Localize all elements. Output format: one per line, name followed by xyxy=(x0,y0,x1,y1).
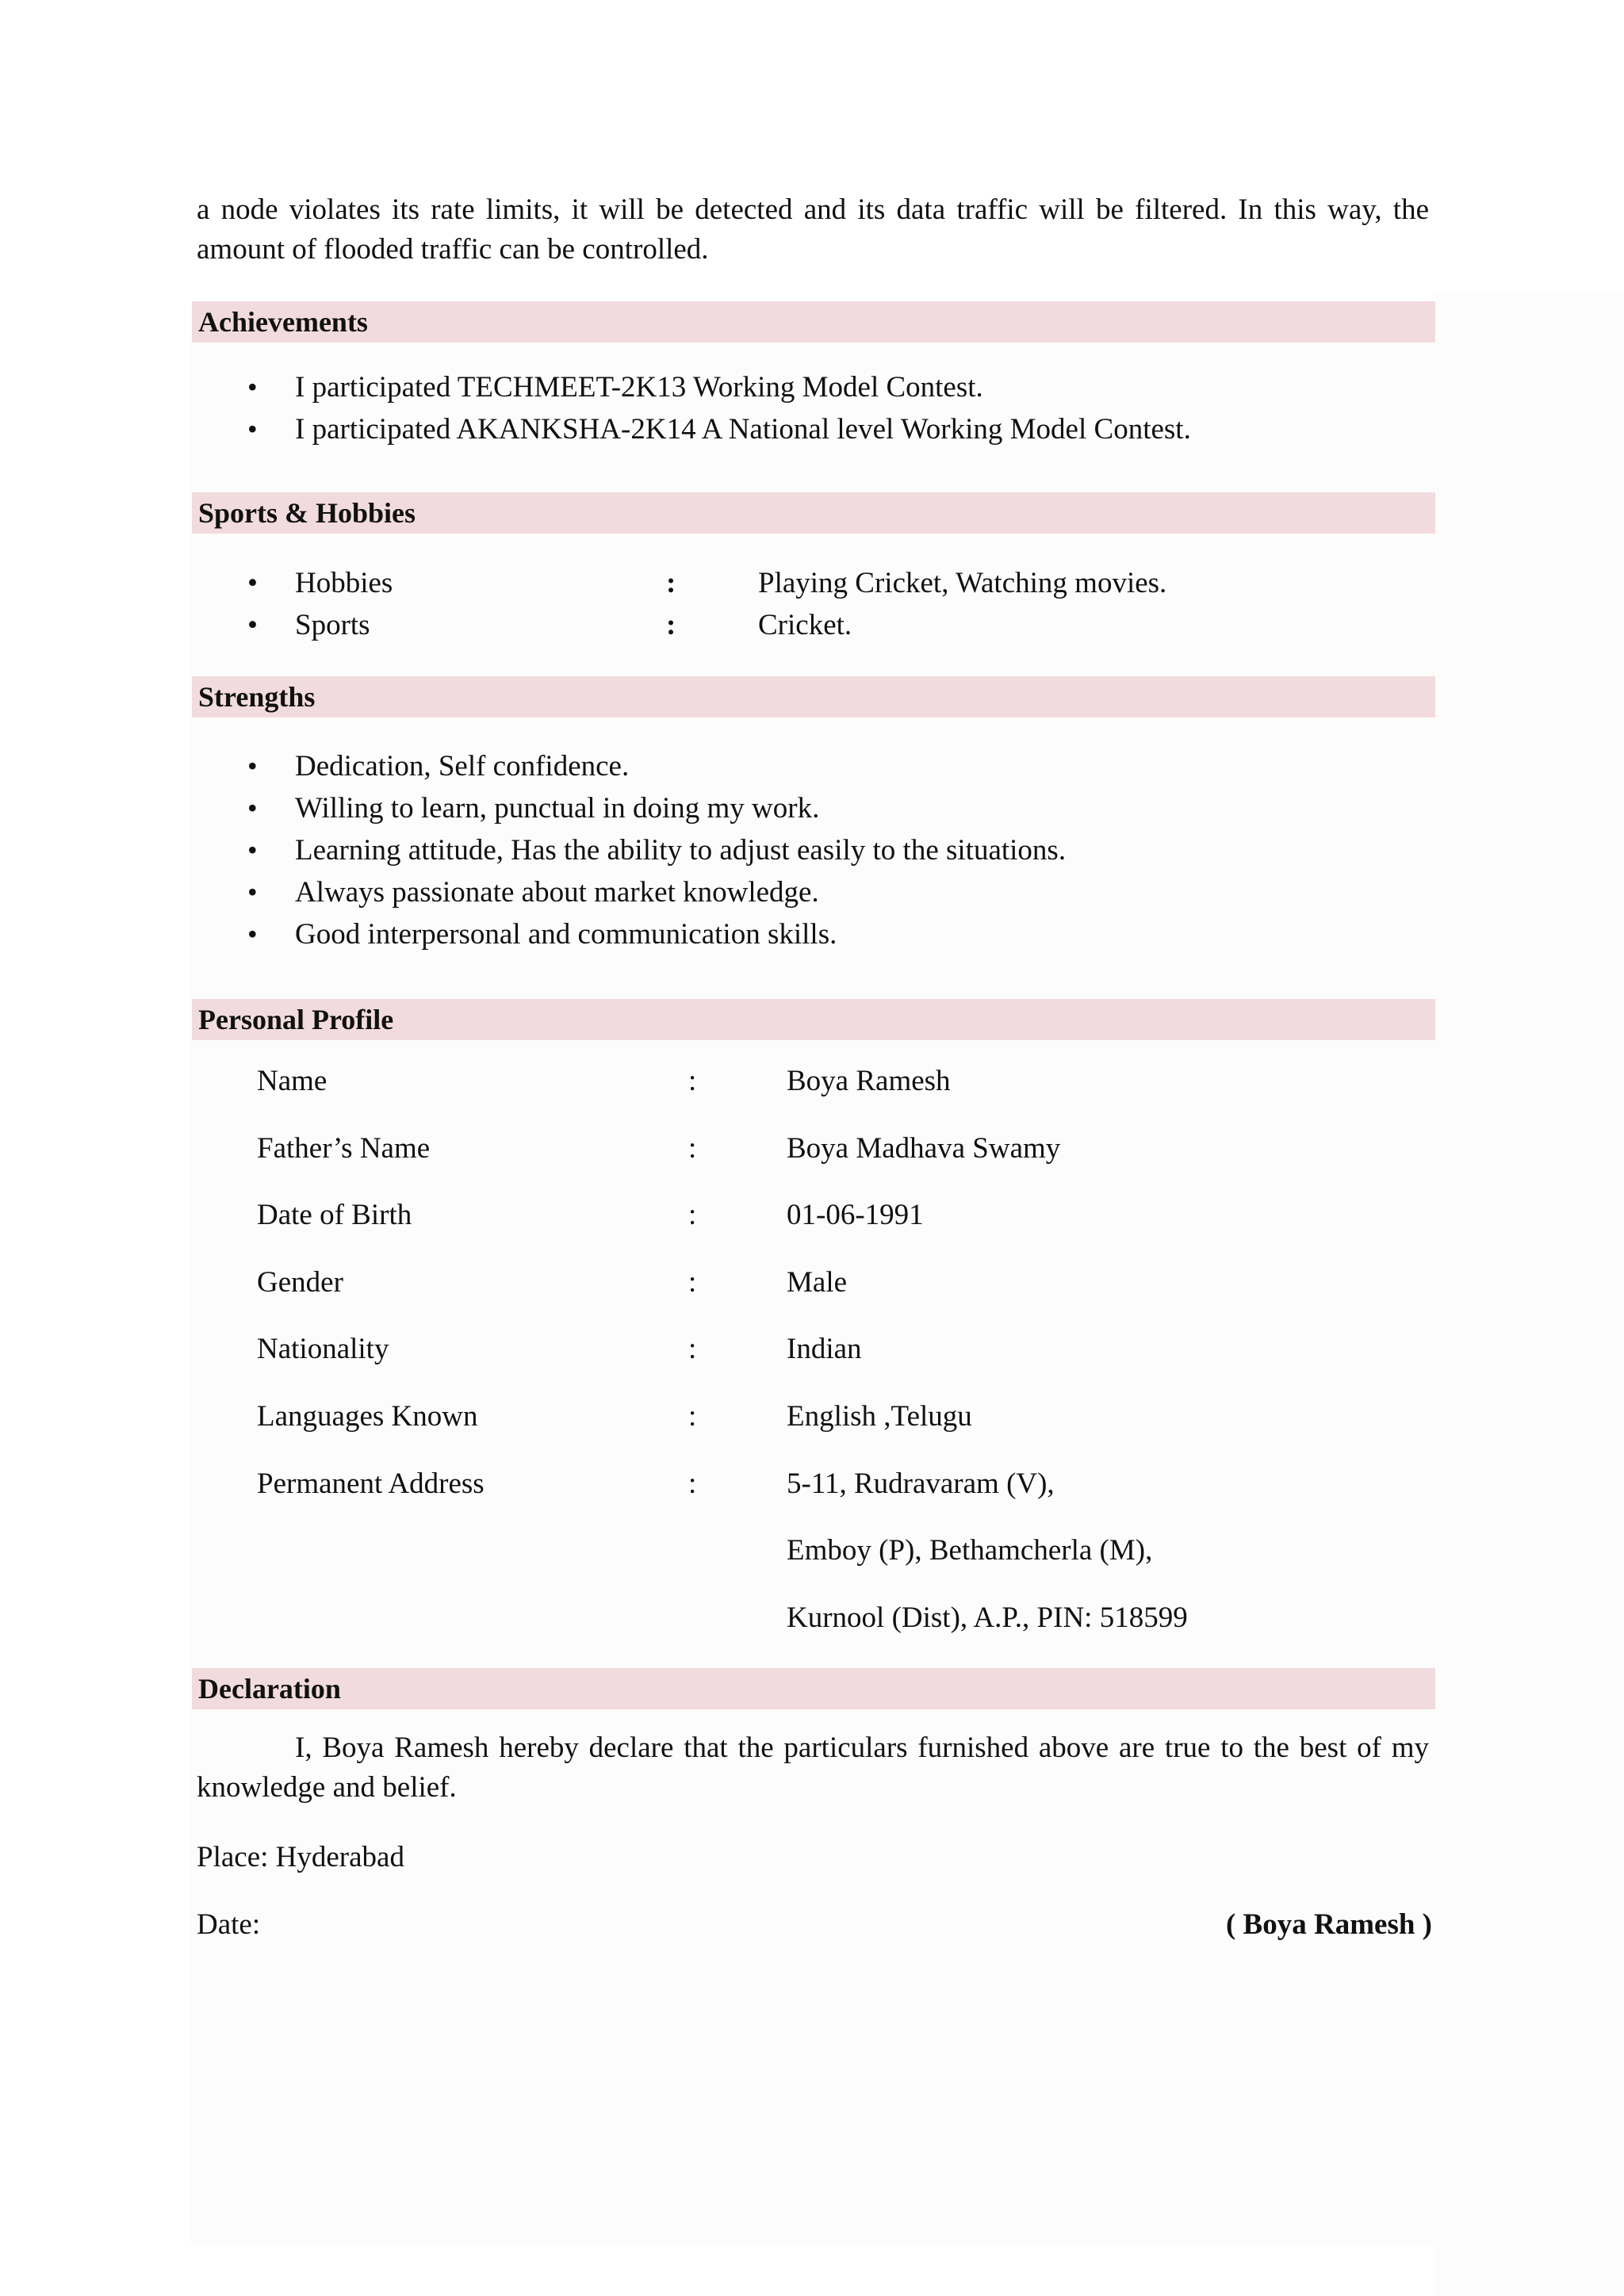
section-header-declaration: Declaration xyxy=(192,1668,1435,1709)
field-label: Languages Known xyxy=(257,1399,478,1433)
field-label: Father’s Name xyxy=(257,1131,431,1165)
table-row xyxy=(197,1517,1429,1585)
separator-colon: : xyxy=(666,609,676,641)
field-value: Emboy (P), Bethamcherla (M), xyxy=(787,1534,1153,1567)
list-item xyxy=(197,604,1429,646)
field-label: Permanent Address xyxy=(257,1467,485,1500)
section-header-personal-profile: Personal Profile xyxy=(192,999,1435,1040)
table-row xyxy=(197,1115,1429,1183)
separator-colon: : xyxy=(666,567,676,599)
separator-colon: : xyxy=(688,1265,697,1299)
separator-colon: : xyxy=(688,1131,697,1165)
list-item xyxy=(197,562,1429,604)
table-row xyxy=(197,1249,1429,1317)
section-header-sports-hobbies: Sports & Hobbies xyxy=(192,492,1435,534)
table-row xyxy=(197,1182,1429,1249)
achievement-item: • I participated AKANKSHA-2K14 A National level Working Model Contest. xyxy=(197,408,1429,450)
strength-item: • Always passionate about market knowledge. xyxy=(197,871,1429,913)
declaration-text: I, Boya Ramesh hereby declare that the particulars furnished above are true to the best of my knowledge and belief. xyxy=(197,1732,1429,1804)
separator-colon: : xyxy=(688,1065,697,1097)
section-header-achievements: Achievements xyxy=(192,301,1435,342)
strengths-list xyxy=(197,745,1429,955)
sports-label: Sports xyxy=(295,609,370,641)
table-row xyxy=(197,1316,1429,1383)
table-row xyxy=(197,1048,1429,1115)
sports-value: Cricket. xyxy=(758,609,852,641)
field-value: 01-06-1991 xyxy=(787,1199,924,1232)
separator-colon: : xyxy=(688,1399,697,1433)
signature-name: ( Boya Ramesh ) xyxy=(1225,1908,1432,1941)
field-value: Kurnool (Dist), A.P., PIN: 518599 xyxy=(787,1601,1188,1634)
hobbies-label: Hobbies xyxy=(295,567,393,599)
table-row xyxy=(197,1585,1429,1652)
section-header-strengths: Strengths xyxy=(192,676,1435,718)
table-row xyxy=(197,1451,1429,1518)
field-label: Gender xyxy=(257,1265,343,1299)
strength-item: • Willing to learn, punctual in doing my work. xyxy=(197,787,1429,829)
personal-profile-table xyxy=(197,1048,1429,1651)
table-row xyxy=(197,1383,1429,1451)
bullet-icon: • xyxy=(247,567,258,599)
field-value: Boya Ramesh xyxy=(787,1065,951,1097)
field-value: English ,Telugu xyxy=(787,1399,972,1433)
separator-colon: : xyxy=(688,1333,697,1366)
strength-item: • Dedication, Self confidence. xyxy=(197,745,1429,787)
field-label: Name xyxy=(257,1065,327,1097)
place-line: Place: Hyderabad xyxy=(197,1841,404,1873)
intro-paragraph: a node violates its rate limits, it will be detected and its data traffic will be filtered. In this way, the amount of flooded traffic can be controlled. xyxy=(197,193,1429,266)
field-value: Indian xyxy=(787,1333,862,1366)
date-line: Date: xyxy=(197,1908,261,1941)
separator-colon: : xyxy=(688,1199,697,1232)
bullet-icon: • xyxy=(247,609,258,641)
field-value: Male xyxy=(787,1265,848,1299)
strength-item: • Learning attitude, Has the ability to adjust easily to the situations. xyxy=(197,829,1429,871)
strength-item: • Good interpersonal and communication skills. xyxy=(197,913,1429,955)
achievements-list xyxy=(197,366,1429,450)
page-background-margin xyxy=(1435,293,1624,2296)
field-value: Boya Madhava Swamy xyxy=(787,1131,1061,1165)
achievement-item: • I participated TECHMEET-2K13 Working Model Contest. xyxy=(197,366,1429,408)
field-value: 5-11, Rudravaram (V), xyxy=(787,1467,1055,1500)
separator-colon: : xyxy=(688,1467,697,1500)
field-label: Date of Birth xyxy=(257,1199,412,1232)
field-label: Nationality xyxy=(257,1333,389,1366)
hobbies-value: Playing Cricket, Watching movies. xyxy=(758,567,1167,599)
sports-hobbies-list xyxy=(197,562,1429,646)
